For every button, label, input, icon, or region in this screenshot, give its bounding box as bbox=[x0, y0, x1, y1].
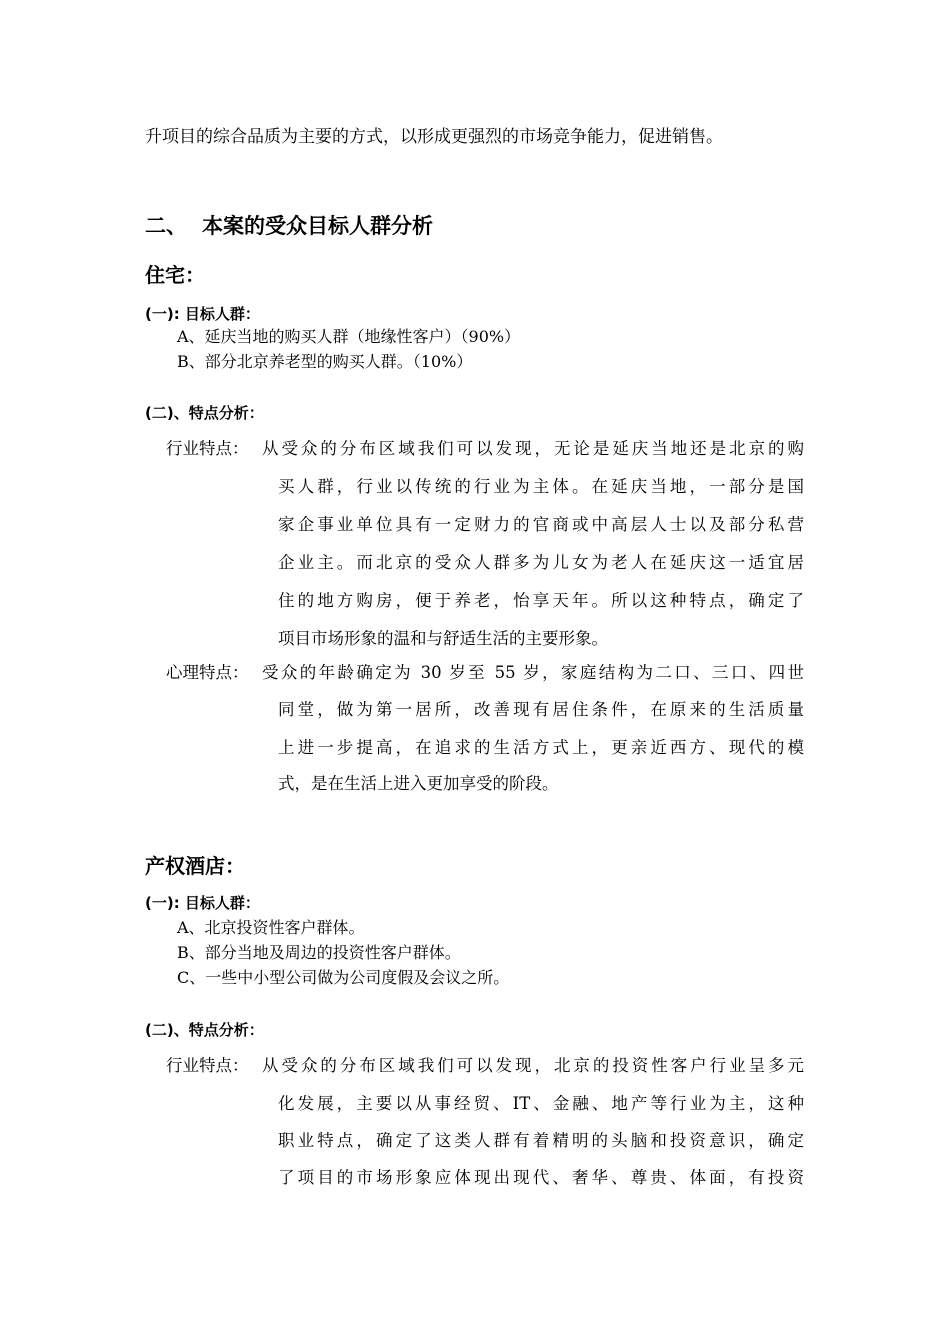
paragraph-line: 家企事业单位具有一定财力的官商或中高层人士以及部分私营 bbox=[278, 515, 804, 534]
paragraph-line: 了项目的市场形象应体现出现代、奢华、尊贵、体面，有投资 bbox=[278, 1168, 804, 1187]
paragraph-line: 职业特点，确定了这类人群有着精明的头脑和投资意识，确定 bbox=[278, 1131, 804, 1150]
paragraph-line: 项目市场形象的温和与舒适生活的主要形象。 bbox=[278, 629, 608, 648]
paragraph-line: 受众的年龄确定为 30 岁至 55 岁，家庭结构为二口、三口、四世 bbox=[262, 663, 804, 682]
hotel-heading: 产权酒店： bbox=[145, 854, 245, 878]
industry-label: 行业特点： bbox=[166, 1056, 249, 1075]
list-item: B、部分北京养老型的购买人群。（10%） bbox=[177, 352, 473, 371]
intro-line: 升项目的综合品质为主要的方式，以形成更强烈的市场竞争能力，促进销售。 bbox=[145, 127, 723, 147]
list-item: A、北京投资性客户群体。 bbox=[177, 918, 365, 937]
paragraph-line: 化发展，主要以从事经贸、IT、金融、地产等行业为主，这种 bbox=[278, 1094, 804, 1113]
residential-heading: 住宅： bbox=[145, 263, 205, 287]
hotel-features-heading: (二)、特点分析： bbox=[145, 1021, 264, 1039]
residential-features-heading: (二)、特点分析： bbox=[145, 404, 264, 422]
residential-targets-heading: (一): 目标人群： bbox=[145, 305, 260, 323]
list-item: B、部分当地及周边的投资性客户群体。 bbox=[177, 943, 461, 962]
industry-label: 行业特点： bbox=[166, 439, 249, 458]
section-number: 二、 bbox=[145, 214, 187, 238]
list-item: A、延庆当地的购买人群（地缘性客户）（90%） bbox=[177, 327, 521, 346]
paragraph-line: 住的地方购房，便于养老，怡享天年。所以这种特点，确定了 bbox=[278, 591, 804, 610]
paragraph-line: 同堂，做为第一居所，改善现有居住条件，在原来的生活质量 bbox=[278, 700, 804, 719]
paragraph-line: 从受众的分布区域我们可以发现，无论是延庆当地还是北京的购 bbox=[262, 439, 804, 458]
paragraph-line: 式，是在生活上进入更加享受的阶段。 bbox=[278, 774, 559, 793]
hotel-targets-heading: (一): 目标人群： bbox=[145, 894, 260, 912]
psychology-label: 心理特点： bbox=[166, 663, 249, 682]
paragraph-line: 从受众的分布区域我们可以发现，北京的投资性客户行业呈多元 bbox=[262, 1056, 804, 1075]
paragraph-line: 企业主。而北京的受众人群多为儿女为老人在延庆这一适宜居 bbox=[278, 553, 804, 572]
paragraph-line: 买人群，行业以传统的行业为主体。在延庆当地，一部分是国 bbox=[278, 477, 804, 496]
paragraph-line: 上进一步提高，在追求的生活方式上，更亲近西方、现代的模 bbox=[278, 738, 804, 757]
section-title: 本案的受众目标人群分析 bbox=[202, 214, 433, 238]
list-item: C、一些中小型公司做为公司度假及会议之所。 bbox=[177, 968, 510, 987]
